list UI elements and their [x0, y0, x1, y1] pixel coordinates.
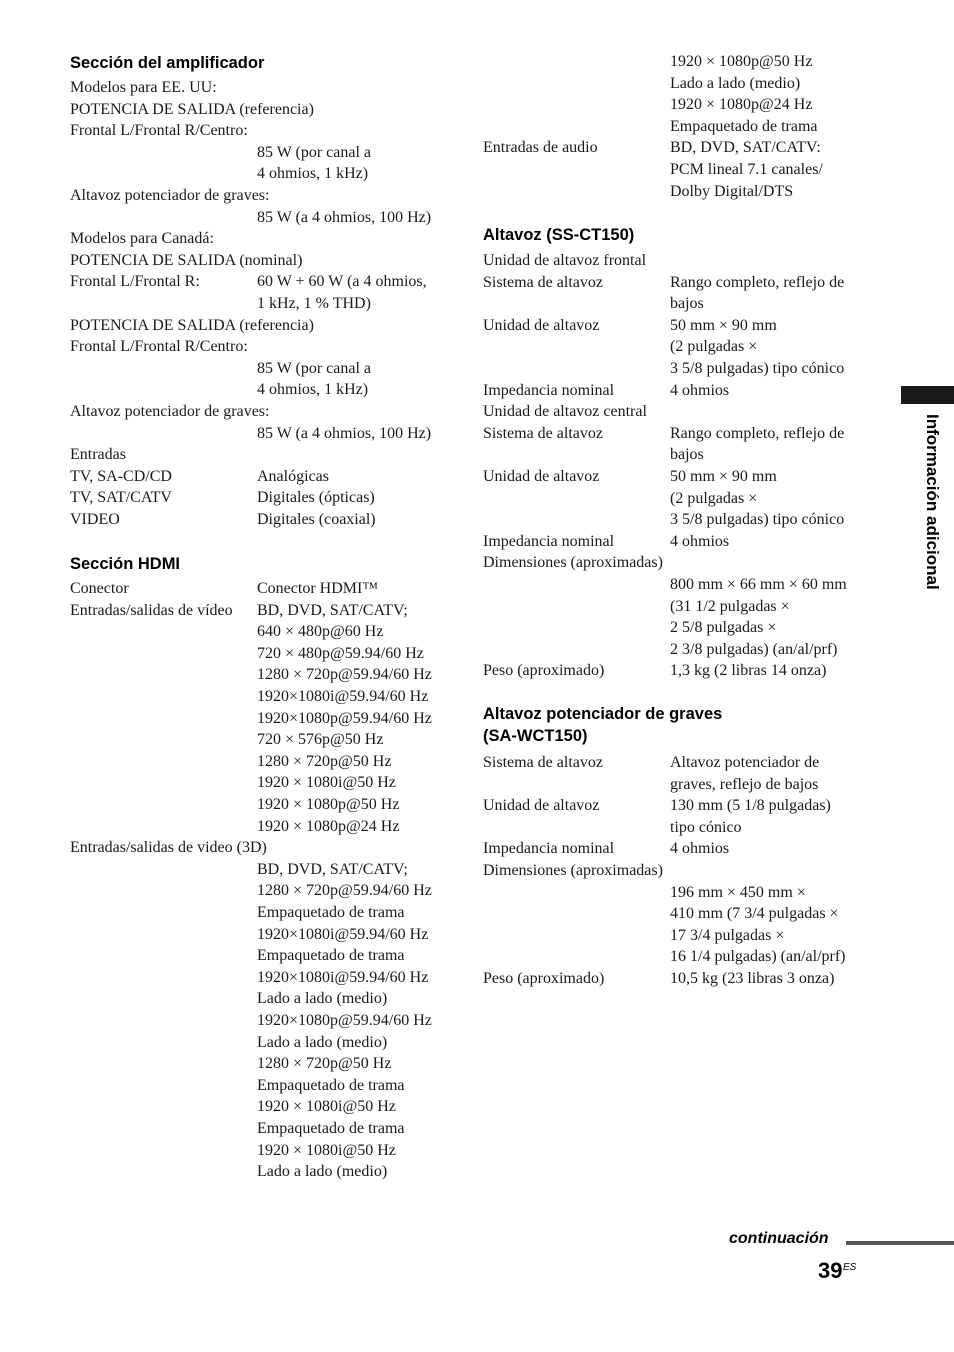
spec-line: Empaquetado de trama: [670, 117, 818, 135]
spec-line: Altavoz potenciador de: [670, 754, 820, 771]
spec-line: Frontal L/Frontal R/Centro:: [70, 338, 248, 356]
spec-line: Lado a lado (medio): [257, 1033, 388, 1051]
spec-line: tipo cónico: [670, 818, 742, 836]
spec-line: Entradas/salidas de video (3D): [70, 839, 267, 857]
spec-line: POTENCIA DE SALIDA (referencia): [70, 316, 314, 334]
spec-line: graves, reflejo de bajos: [670, 775, 819, 793]
spec-line: Rango completo, reflejo de: [670, 273, 845, 291]
spec-line: Sistema de altavoz: [483, 754, 603, 771]
spec-line: 196 mm × 450 mm ×: [670, 883, 806, 901]
spec-line: 4 ohmios: [670, 532, 730, 550]
spec-line: 2 5/8 pulgadas ×: [670, 619, 777, 637]
spec-line: Impedancia nominal: [483, 532, 615, 550]
spec-line: bajos: [670, 446, 704, 464]
spec-line: Sistema de altavoz: [483, 273, 603, 291]
spec-line: Frontal L/Frontal R/Centro:: [70, 122, 248, 140]
spec-line: Analógicas: [257, 467, 329, 485]
spec-line: Impedancia nominal: [483, 840, 615, 858]
subwoofer-section-heading-line1: Altavoz potenciador de graves: [483, 705, 723, 723]
spec-line: Lado a lado (medio): [257, 990, 388, 1008]
page-language-suffix: ES: [843, 1262, 857, 1273]
spec-line: Unidad de altavoz frontal: [483, 252, 647, 269]
spec-line: 4 ohmios, 1 kHz): [257, 381, 369, 399]
spec-line: 3 5/8 pulgadas) tipo cónico: [670, 511, 845, 529]
spec-line: 1920 × 1080p@50 Hz: [670, 53, 813, 70]
spec-line: 3 5/8 pulgadas) tipo cónico: [670, 360, 845, 377]
spec-line: 4 ohmios, 1 kHz): [257, 165, 369, 183]
spec-line: POTENCIA DE SALIDA (referencia): [70, 100, 314, 118]
spec-line: (2 pulgadas ×: [670, 338, 758, 356]
spec-line: 1280 × 720p@59.94/60 Hz: [257, 666, 432, 684]
spec-line: Unidad de altavoz: [483, 316, 600, 334]
spec-line: Dimensiones (aproximadas): [483, 554, 663, 572]
spec-line: 50 mm × 90 mm: [670, 468, 777, 485]
spec-line: POTENCIA DE SALIDA (nominal): [70, 251, 303, 269]
spec-line: Unidad de altavoz central: [483, 403, 647, 421]
spec-line: 1920×1080i@59.94/60 Hz: [257, 688, 429, 705]
spec-line: 1920×1080i@59.94/60 Hz: [257, 925, 429, 943]
spec-line: Lado a lado (medio): [257, 1163, 388, 1181]
spec-line: 720 × 576p@50 Hz: [257, 731, 384, 749]
spec-line: TV, SAT/CATV: [70, 489, 172, 507]
spec-line: 1920 × 1080i@50 Hz: [257, 774, 396, 792]
spec-line: Dolby Digital/DTS: [670, 182, 794, 200]
subwoofer-section-heading-line2: (SA-WCT150): [483, 727, 588, 745]
spec-line: Unidad de altavoz: [483, 797, 600, 815]
spec-line: 10,5 kg (23 libras 3 onza): [670, 970, 835, 987]
page-number: 39: [818, 1258, 843, 1283]
spec-line: Dimensiones (aproximadas): [483, 862, 663, 879]
spec-line: 1920 × 1080i@50 Hz: [257, 1141, 396, 1159]
hdmi-section-heading: Sección HDMI: [70, 555, 181, 573]
spec-line: Empaquetado de trama: [257, 947, 405, 965]
spec-line: Conector HDMI™: [257, 580, 378, 597]
speaker-section-heading: Altavoz (SS-CT150): [483, 226, 635, 244]
spec-line: 4 ohmios: [670, 381, 730, 399]
spec-line: 60 W + 60 W (a 4 ohmios,: [257, 273, 427, 291]
spec-line: 410 mm (7 3/4 pulgadas ×: [670, 905, 839, 923]
right-column: [483, 0, 883, 1200]
spec-line: Empaquetado de trama: [257, 1076, 405, 1094]
spec-line: 1920×1080i@59.94/60 Hz: [257, 968, 429, 986]
spec-line: 720 × 480p@59.94/60 Hz: [257, 644, 424, 662]
spec-line: TV, SA-CD/CD: [70, 467, 172, 485]
spec-line: Unidad de altavoz: [483, 468, 600, 485]
spec-line: Modelos para EE. UU:: [70, 79, 217, 96]
spec-line: Conector: [70, 580, 129, 597]
spec-line: Lado a lado (medio): [670, 74, 801, 92]
spec-line: BD, DVD, SAT/CATV;: [257, 860, 408, 878]
spec-line: Peso (aproximado): [483, 662, 605, 680]
spec-line: 1920×1080p@59.94/60 Hz: [257, 709, 432, 727]
left-column: [70, 0, 460, 1200]
spec-line: 1920 × 1080i@50 Hz: [257, 1098, 396, 1116]
spec-line: Sistema de altavoz: [483, 424, 603, 442]
spec-line: Peso (aproximado): [483, 970, 605, 987]
spec-line: bajos: [670, 295, 704, 313]
spec-line: VIDEO: [70, 511, 120, 528]
spec-line: 1,3 kg (2 libras 14 onza): [670, 662, 827, 680]
section-tab-marker: [901, 386, 954, 404]
spec-line: Rango completo, reflejo de: [670, 424, 845, 442]
spec-line: 800 mm × 66 mm × 60 mm: [670, 576, 847, 593]
spec-line: 1920 × 1080p@50 Hz: [257, 796, 400, 813]
spec-line: Modelos para Canadá:: [70, 230, 214, 248]
spec-line: 17 3/4 pulgadas ×: [670, 926, 785, 944]
section-tab-label: Información adicional: [923, 414, 942, 590]
spec-line: PCM lineal 7.1 canales/: [670, 161, 823, 178]
continuation-bar: [846, 1241, 954, 1245]
spec-line: BD, DVD, SAT/CATV:: [670, 139, 821, 157]
spec-line: 640 × 480p@60 Hz: [257, 623, 384, 641]
spec-line: 50 mm × 90 mm: [670, 316, 777, 334]
spec-line: 1920×1080p@59.94/60 Hz: [257, 1012, 432, 1029]
spec-line: 16 1/4 pulgadas) (an/al/prf): [670, 948, 846, 966]
spec-line: Altavoz potenciador de graves:: [70, 187, 270, 204]
spec-line: Digitales (ópticas): [257, 489, 375, 507]
spec-line: Digitales (coaxial): [257, 511, 376, 528]
spec-line: Empaquetado de trama: [257, 1120, 405, 1137]
spec-line: 2 3/8 pulgadas) (an/al/prf): [670, 640, 838, 658]
amplifier-section-heading: Sección del amplificador: [70, 54, 265, 72]
spec-line: 1920 × 1080p@24 Hz: [257, 817, 400, 835]
spec-line: (2 pulgadas ×: [670, 489, 758, 507]
spec-line: 85 W (por canal a: [257, 359, 372, 377]
spec-line: Entradas/salidas de vídeo: [70, 601, 233, 619]
spec-line: 1920 × 1080p@24 Hz: [670, 96, 813, 114]
continuation-label: continuación: [729, 1230, 829, 1247]
spec-line: (31 1/2 pulgadas ×: [670, 597, 790, 615]
spec-line: Entradas: [70, 446, 126, 464]
spec-line: Frontal L/Frontal R:: [70, 273, 200, 291]
spec-line: Impedancia nominal: [483, 381, 615, 399]
spec-line: Entradas de audio: [483, 139, 598, 157]
spec-line: 1280 × 720p@50 Hz: [257, 752, 392, 770]
spec-line: 1280 × 720p@50 Hz: [257, 1055, 392, 1073]
spec-line: Altavoz potenciador de graves:: [70, 403, 270, 420]
spec-line: Empaquetado de trama: [257, 904, 405, 921]
spec-line: 85 W (por canal a: [257, 143, 372, 161]
spec-line: 1 kHz, 1 % THD): [257, 295, 371, 312]
spec-line: 85 W (a 4 ohmios, 100 Hz): [257, 424, 432, 442]
spec-line: 85 W (a 4 ohmios, 100 Hz): [257, 208, 432, 226]
spec-line: 4 ohmios: [670, 840, 730, 858]
spec-line: 130 mm (5 1/8 pulgadas): [670, 797, 831, 815]
spec-line: 1280 × 720p@59.94/60 Hz: [257, 882, 432, 900]
spec-line: BD, DVD, SAT/CATV;: [257, 601, 408, 619]
